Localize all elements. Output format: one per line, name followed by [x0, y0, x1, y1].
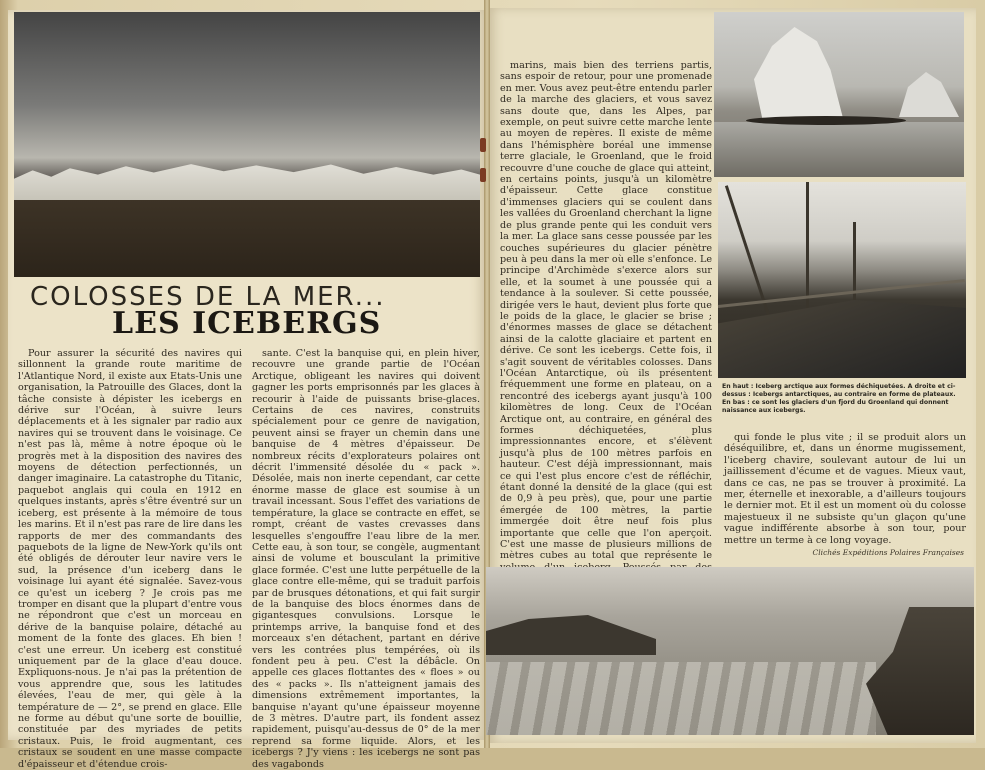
ice-floes-shape — [486, 662, 876, 735]
kicker-title: COLOSSES DE LA MER... — [30, 282, 386, 312]
article-column-3: marins, mais bien des terriens partis, sans espoir de retour, pour une promenade en mer. Vous avez peut-être entendu parler de la marche des glaciers, et vous savez sans doute que, dans les Alpes, par exemple, on peut suivre cette marche lente au moyen de repères. Il existe de même dans l'hémisphère boréal une immense terre glaciale, le Groenland, que le froid recouvre d'une couche de glace qui atteint, en certains points, jusqu'à un kilomètre d'épaisseur. Cette glace constitue d'immenses glaciers qui se coulent dans les vallées du Groenland cherchant la ligne de plus grande pente qui les conduit vers la mer. La glace sans cesse poussée par les couches supérieures du glacier pénètre peu à peu dans la mer où elle s'enfonce. Le principe d'Archimède s'exerce alors sur elle, et la soumet à une poussée qui a tendance à la soulever. Si cette poussée, dirigée vers le haut, devient plus forte que le poids de la glace, le glacier se brise ; d'énormes masses de glace se détachent ainsi de la calotte glaciaire et partent en dérive. Ce sont les icebergs. Cette fois, il s'agit souvent de véritables colosses. Dans l'Océan Antarctique, où ils présentent fréquemment une forme en plateau, on a rencontré des icebergs ayant jusqu'à 100 kilomètres de long. Ceux de l'Océan Arctique ont, au contraire, en général des formes déchiquetées, plus impressionnantes encore, et s'élèvent jusqu'à plus de 100 mètres parfois en hauteur. C'est déjà impressionnant, mais ce qui l'est plus encore c'est de réfléchir, étant donné la densité de la glace (qui est de 0,9 à peu près), que, pour une partie émergée de 100 mètres, la partie immergée doit être neuf fois plus importante que celle que l'on aperçoit. C'est une masse de plusieurs millions de mètres cubes au total que représente le — [500, 60, 712, 562]
article-column-4: qui fonde le plus vite ; il se produit alors un déséquilibre, et, dans un énorme mugissement, l'iceberg chavire, soulevant autour de lui un jaillissement d'écume et de vagues. Mieux vaut, dans ce cas, ne pas se trouver à proximité. La mer, éternelle et inexorable, a d'ailleurs toujours le dernier mot. Et il est un moment où du colosse majestueux il ne subsiste qu'un glaçon qu'une vague indifférente absorbe à son tour, pour mettre un terme à ce long voyage. — [724, 432, 966, 546]
water-shape — [714, 122, 964, 177]
article-column-2: sante. C'est la banquise qui, en plein hiver, recouvre une grande partie de l'Océan Arctique, obligeant les navires qui doivent gagner les ports emprisonnés par les glaces à recourir à l'aide de puissants brise-glaces. Certains de ces navires, construits spécialement pour ce genre de navigation, peuvent ainsi se frayer un chemin dans une banquise de 4 mètres d'épaisseur. De nombreux récits d'explorateurs polaires ont décrit l'immensité désolée du « pack ». Désolée, mais non inerte cependant, car cette énorme masse de glace est soumise à un travail incessant. Sous l'effet des variations de température, la glace se contracte en effet, se rompt, créant de vastes crevasses dans lesquelles s'engouffre l'eau libre de la mer. Cette eau, à son tour, se congèle, augmentant ainsi de volume et bousculant la primitive glace formée. C'est une lutte perpétuelle de la glace contre elle-même, qui se traduit parfois par de brusques détonations, et qui fait surgir de la banquise des blocs énormes dans de gigantesques convulsions. Lorsque le printemps arrive, la banquise fond et des morceaux s'en détachent, partant en dérive vers les contrées plus tempérées, où ils fondent peu à peu. C'est la débâcle. On appelle ces glaces flottantes des « floes » ou des « packs ». Ils n'atteignent jamais des dimensions extrêmement importantes, la banquise n'ayant qu'une épaisseur moyenne de 3 mètres. D'autre part, ils fondent assez rapidement, puisqu'au-dessus de 0° de la mer reprend sa forme liquide. Alors, et les icebergs ? J'y viens : les icebergs ne sont pas des vagabonds — [252, 348, 480, 770]
iceberg-shape — [899, 67, 959, 117]
kayak-shape — [746, 116, 906, 125]
greenland-fjord-photo — [486, 567, 974, 735]
shore-shape — [486, 615, 656, 655]
staple — [480, 138, 486, 152]
iceberg-shape — [754, 27, 844, 122]
iceberg-photo — [14, 12, 480, 277]
iceberg-shape — [14, 162, 480, 204]
staple — [480, 168, 486, 182]
photo-credit: Clichés Expéditions Polaires Françaises — [812, 548, 964, 557]
article-title: LES ICEBERGS — [112, 306, 382, 341]
photo-caption: En haut : Iceberg arctique aux formes déchiquetées. A droite et ci-dessus : Icebergs antarctiques, au contraire en forme de plateaux. En bas : ce sont les glaciers d'un fjord du Groenland qui donnent naissance aux icebergs. — [722, 383, 956, 414]
article-column-1: Pour assurer la sécurité des navires qui sillonnent la grande route maritime de l'Atlantique Nord, il existe aux Etats-Unis une organisation, la Patrouille des Glaces, dont la tâche consiste à dépister les icebergs en dérive sur l'Océan, à suivre leurs déplacements et à les signaler par radio aux navires qui se trouvent dans le voisinage. Ce n'est pas là, même à notre époque où le progrès met à la disposition des navires des moyens de détection perfectionnés, un danger imaginaire. La catastrophe du Titanic, paquebot anglais qui coula en 1912 en quelques instants, après s'être éventré sur un iceberg, est présente à la mémoire de tous les marins. Et il n'est pas rare de lire dans les rapports de mer des commandants des paquebots de la ligne de New-York qu'ils ont été obligés de dérouter leur navire vers le sud, la présence d'un iceberg dans le voisinage lui ayant été signalée. Savez-vous ce qu'est un iceberg ? Je crois pas me tromper en disant que la plupart d'entre vous ne répondront que c'est un morceau en dérive de la banquise polaire, détaché au moment de la fonte des glaces. Eh bien ! c'est une erreur. Un iceberg est constitué uniquement par de la glace d'eau douce. Expliquons-nous. Je n'ai pas la prétention de vous apprendre que, sous les latitudes élevées, l'eau de mer, qui gèle à la température de — 2°, se prend en glace. Elle ne forme au début qu'une sorte de bouillie, constituée par des myriades de petits cristaux. Puis, le froid augmentant, ces cristaux se soudent en une masse compacte d'épaisseur et d'étendue crois- — [18, 348, 242, 770]
kayak-iceberg-photo — [714, 12, 964, 177]
ship-iceberg-photo — [718, 182, 966, 378]
sea-shape — [14, 200, 480, 277]
cliff-shape — [866, 607, 974, 735]
